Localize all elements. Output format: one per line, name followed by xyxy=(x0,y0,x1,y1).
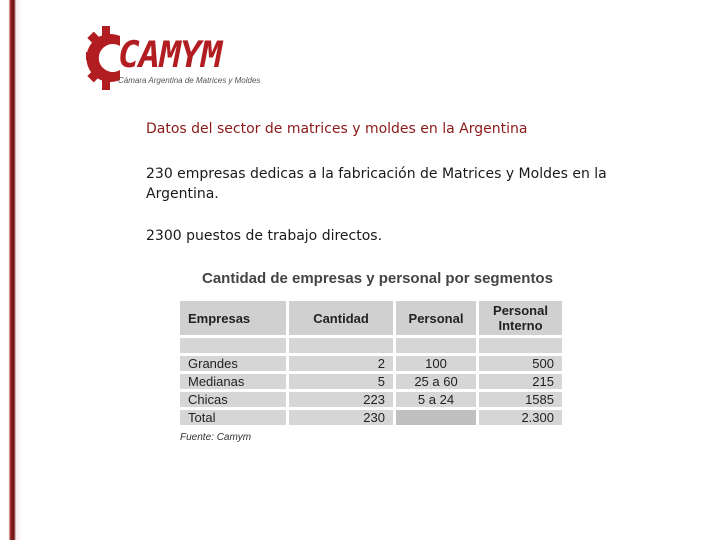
cell-cantidad: 223 xyxy=(288,391,395,409)
table-spacer xyxy=(179,337,564,355)
main-text xyxy=(146,120,626,268)
table-row xyxy=(179,391,564,409)
cell-cantidad: 2 xyxy=(288,355,395,373)
cell-segment: Total xyxy=(179,409,288,427)
cell-cantidad: 230 xyxy=(288,409,395,427)
header-personal-interno: Personal Interno xyxy=(478,300,564,337)
side-decorative-band xyxy=(0,0,70,540)
segments-table xyxy=(177,298,565,428)
companies-paragraph: 230 empresas dedicas a la fabricación de Matrices y Moldes en la Argentina. xyxy=(146,166,607,202)
cell-personal-interno: 500 xyxy=(478,355,564,373)
header-cantidad: Cantidad xyxy=(288,300,395,337)
table-row-total xyxy=(179,409,564,427)
cell-segment: Medianas xyxy=(179,373,288,391)
cell-personal-interno: 215 xyxy=(478,373,564,391)
table-row xyxy=(179,373,564,391)
cell-personal: 100 xyxy=(395,355,478,373)
section-heading: Datos del sector de matrices y moldes en la Argentina xyxy=(146,121,528,137)
header-empresas: Empresas xyxy=(179,300,288,337)
cell-personal: 5 a 24 xyxy=(395,391,478,409)
cell-personal-interno: 2.300 xyxy=(478,409,564,427)
cell-personal xyxy=(395,409,478,427)
header-personal: Personal xyxy=(395,300,478,337)
table-row xyxy=(179,355,564,373)
cell-personal: 25 a 60 xyxy=(395,373,478,391)
table-source: Fuente: Camym xyxy=(180,432,252,443)
table-title: Cantidad de empresas y personal por segmentos xyxy=(202,270,553,287)
table-header-row xyxy=(179,300,564,337)
cell-cantidad: 5 xyxy=(288,373,395,391)
cell-segment: Grandes xyxy=(179,355,288,373)
camym-logo xyxy=(84,22,284,94)
logo-wordmark: CAMYM xyxy=(118,35,222,76)
cell-segment: Chicas xyxy=(179,391,288,409)
logo-tagline: Cámara Argentina de Matrices y Moldes xyxy=(118,76,261,85)
cell-personal-interno: 1585 xyxy=(478,391,564,409)
jobs-paragraph: 2300 puestos de trabajo directos. xyxy=(146,228,383,244)
